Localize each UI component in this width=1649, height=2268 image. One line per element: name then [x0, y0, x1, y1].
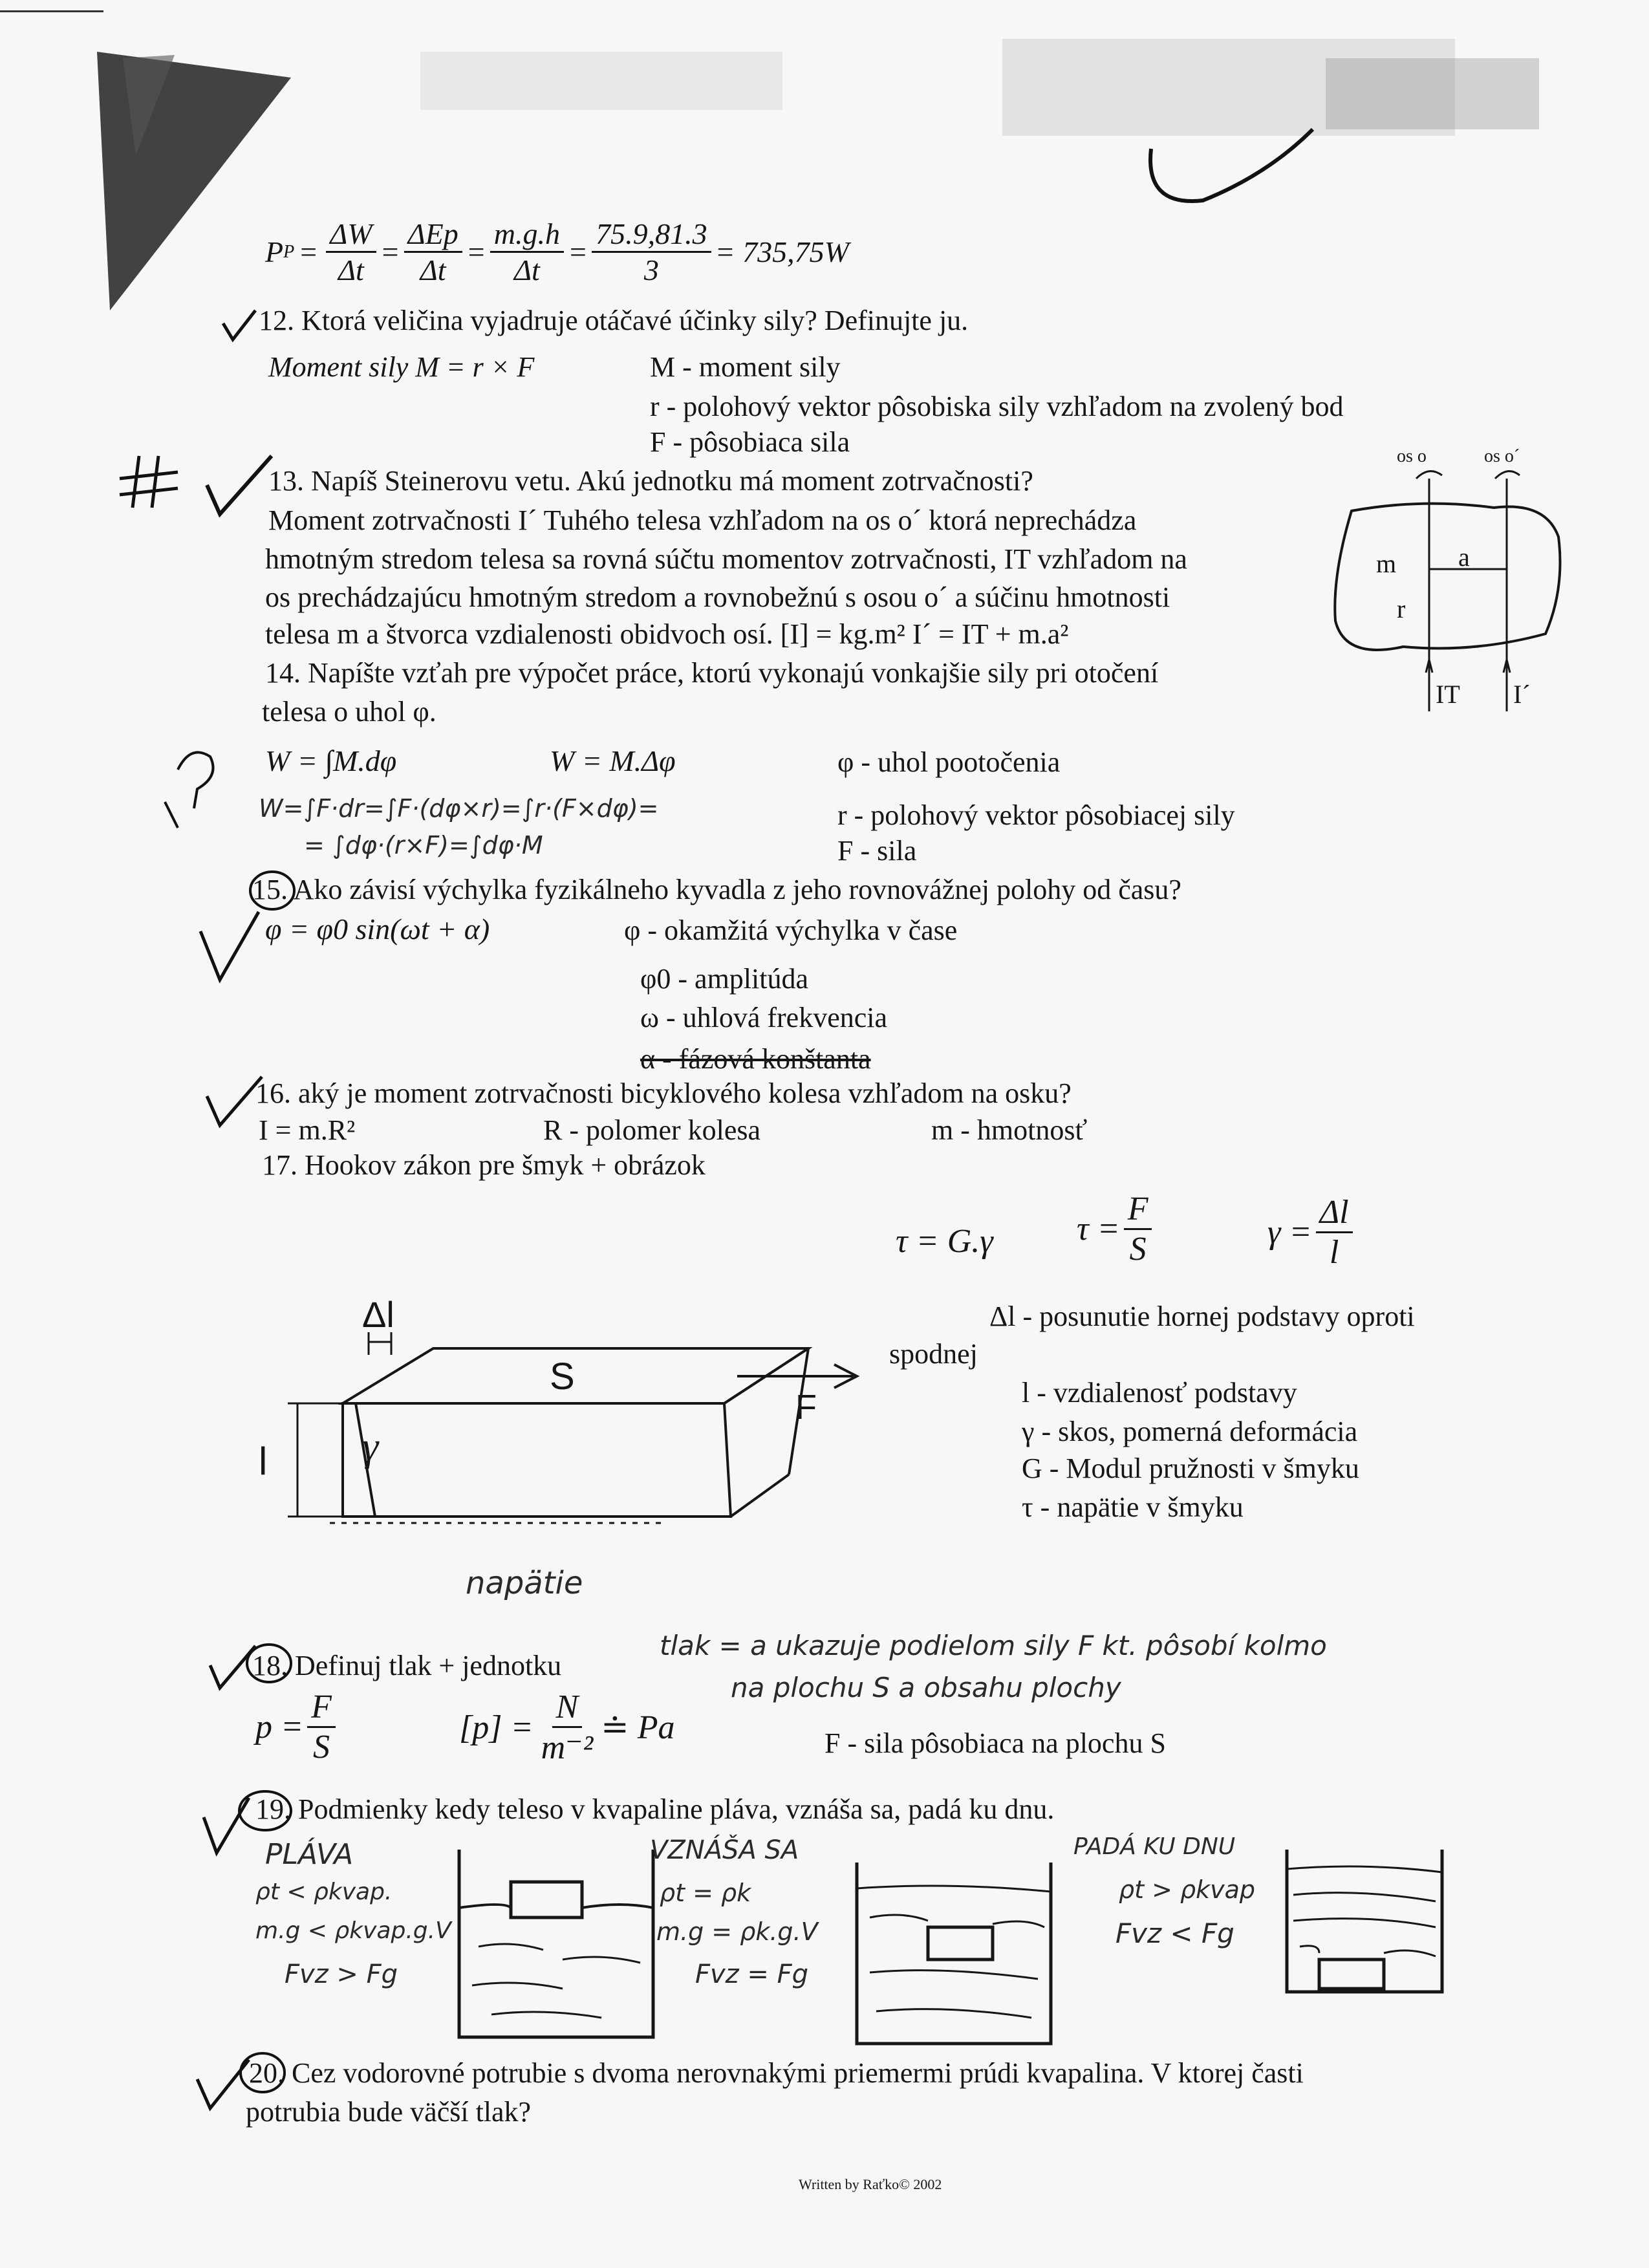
fig-os-o2: os o´: [1484, 446, 1520, 466]
q17-eq3-lhs: γ =: [1267, 1214, 1312, 1251]
q12-def-f: F - pôsobiaca sila: [650, 426, 850, 458]
fig-m: m: [1376, 549, 1397, 578]
q18-eq-unit-den: m⁻²: [541, 1729, 594, 1766]
q19-question: 19. Podmienky kedy teleso v kvapaline pláva, vznáša sa, padá ku dnu.: [255, 1793, 1055, 1825]
q19-plava-2: m.g < ρkvap.g.V: [255, 1917, 451, 1944]
power-f4-den: 3: [643, 254, 659, 286]
footer-text: Written by Raťko© 2002: [799, 2176, 942, 2192]
q18-hand: tlak = a ukazuje podielom sily F kt. pôsobí kolmo: [660, 1630, 1327, 1661]
q16-def-m: m - hmotnosť: [931, 1114, 1088, 1146]
q17-question: 17. Hookov zákon pre šmyk + obrázok: [262, 1149, 706, 1181]
power-f4-num: 75.9,81.3: [592, 217, 711, 253]
q12-answer: Moment sily M = r × F: [268, 351, 535, 383]
q17-def-1: l - vzdialenosť podstavy: [1022, 1377, 1297, 1409]
q17-eq1: τ = G.γ: [896, 1223, 993, 1260]
q14-def-r: r - polohový vektor pôsobiacej sily: [837, 799, 1235, 831]
q15-question: 15. Ako závisí výchylka fyzikálneho kyvadla z jeho rovnovážnej polohy od času?: [252, 874, 1181, 905]
check-mark-icon-q13: [204, 453, 275, 517]
q17-def-dl2: spodnej: [889, 1338, 978, 1370]
q19-plava-title: PLÁVA: [265, 1838, 354, 1871]
q18-eq-unit: [459, 1688, 675, 1767]
power-lhs: P: [265, 235, 284, 268]
q19-pada-2: Fvz < Fg: [1116, 1917, 1234, 1949]
q15-eq: φ = φ0 sin(ωt + α): [265, 913, 490, 945]
power-f2-den: Δt: [420, 254, 446, 286]
vessel-sinking: [1280, 1850, 1449, 1998]
q14-question: 14. Napíšte vzťah pre výpočet práce, ktorú vykonajú vonkajšie sily pri otočení: [265, 657, 1159, 689]
q16-answer: I = m.R²: [259, 1114, 356, 1146]
q14-def-phi: φ - uhol pootočenia: [837, 746, 1061, 778]
q17-eq2-num: F: [1124, 1190, 1152, 1230]
power-equation: P P = $\frac{\Delta W}{\Delta t}$ = $\frac{\text{ΔEp}}{\Delta t}$ = $\frac{m.g.h}{\Delta t}$ = $\frac{75.9,81.3}{3}$ = 735,75W: [265, 217, 849, 286]
q16-def-r: R - polomer kolesa: [543, 1114, 761, 1146]
q19-vznasa-3: Fvz = Fg: [695, 1960, 809, 1989]
q13-line-1: Moment zotrvačnosti I´ Tuhého telesa vzhľadom na os o´ ktorá neprechádza: [268, 504, 1137, 536]
vessel-floating: [453, 1850, 660, 2044]
power-f2-num: ΔEp: [404, 217, 462, 253]
shear-label-gamma: γ: [362, 1423, 379, 1469]
check-mark-icon-q20: [194, 2060, 252, 2111]
q13-line-4: telesa m a štvorca vzdialenosti obidvoch osí. [I] = kg.m² I´ = IT + m.a²: [265, 618, 1069, 650]
q14-eq1: W = ∫M.dφ: [265, 744, 397, 777]
q12-def-r: r - polohový vektor pôsobiska sily vzhľadom na zvolený bod: [650, 391, 1344, 422]
scan-corner-artifact: [97, 52, 291, 310]
q15-def-3: ω - uhlová frekvencia: [640, 1002, 888, 1033]
q19-vznasa-1: ρt = ρk: [660, 1879, 751, 1907]
q14-hand-1: W=∫F·dr=∫F·(dφ×r)=∫r·(F×dφ)=: [259, 794, 659, 823]
power-result: = 735,75W: [715, 235, 849, 268]
q15-def-4: α - fázová konštanta: [640, 1043, 871, 1075]
q17-eq2-lhs: τ =: [1077, 1211, 1120, 1247]
scan-noise-top: [420, 39, 1584, 142]
q18-eq-den: S: [312, 1729, 330, 1766]
q12-def-m: M - moment sily: [650, 351, 841, 383]
q18-question: 18. Definuj tlak + jednotku: [252, 1650, 562, 1681]
q14-def-f: F - sila: [837, 835, 917, 867]
q14-hand-2: = ∫dφ·(r×F)=∫dφ·M: [304, 831, 543, 859]
q17-eq2: [1077, 1190, 1156, 1268]
q12-question: 12. Ktorá veličina vyjadruje otáčavé účinky sily? Definujte ju.: [259, 305, 969, 336]
q18-def-f: F - sila pôsobiaca na plochu S: [824, 1727, 1166, 1759]
q18-eq-p: [255, 1688, 339, 1766]
q16-question: 16. aký je moment zotrvačnosti bicyklového kolesa vzhľadom na osku?: [255, 1077, 1072, 1109]
q13-line-3: os prechádzajúcu hmotným stredom a rovnobežnú s osou o´ a súčinu hmotnosti: [265, 581, 1170, 613]
q17-eq3-num: Δl: [1316, 1193, 1353, 1233]
q15-def-2: φ0 - amplitúda: [640, 963, 809, 995]
fig-r: r: [1397, 594, 1406, 623]
q20-question: 20. Cez vodorovné potrubie s dvoma nerovnakými priemermi prúdi kvapalina. V ktorej časti: [249, 2057, 1304, 2089]
check-mark-icon-q19: [200, 1798, 252, 1856]
q17-eq2-den: S: [1129, 1231, 1147, 1268]
q13-question: 13. Napíš Steinerovu vetu. Akú jednotku má moment zotrvačnosti?: [268, 465, 1033, 497]
fig-i2: I´: [1513, 680, 1531, 709]
fig-a: a: [1458, 543, 1470, 572]
q18-eq-num: F: [307, 1688, 336, 1728]
q18-note-above: napätie: [466, 1565, 583, 1601]
q17-eq3-den: l: [1329, 1234, 1339, 1271]
q20-question-2: potrubia bude väčší tlak?: [246, 2096, 532, 2128]
q14-eq2: W = M.Δφ: [550, 744, 676, 777]
q17-def-4: τ - napätie v šmyku: [1022, 1491, 1244, 1523]
q19-pada-title: PADÁ KU DNU: [1073, 1833, 1236, 1860]
power-f3-num: m.g.h: [490, 217, 564, 253]
check-mark-top: [1138, 123, 1319, 226]
q18-eq-p-lhs: p =: [255, 1709, 304, 1745]
q18-hand-2: na plochu S a obsahu plochy: [731, 1672, 1121, 1703]
q18-eq-unit-rhs: ≐ Pa: [601, 1709, 675, 1746]
q17-eq3: [1267, 1193, 1357, 1271]
fig-os-o: os o: [1397, 446, 1427, 466]
power-lhs-sub: P: [283, 241, 295, 262]
q17-def-3: G - Modul pružnosti v šmyku: [1022, 1453, 1359, 1484]
shear-label-l: l: [259, 1440, 268, 1483]
q17-def-dl: Δl - posunutie hornej podstavy oproti: [989, 1301, 1415, 1332]
q19-vznasa-2: m.g = ρk.g.V: [656, 1917, 818, 1946]
power-f1-den: Δt: [338, 254, 364, 286]
question-mark-icon: [158, 744, 236, 834]
q19-plava-3: Fvz > Fg: [285, 1960, 398, 1989]
vessel-suspended: [850, 1863, 1057, 2050]
q19-pada-1: ρt > ρkvap: [1119, 1875, 1256, 1904]
fig-it: IT: [1436, 680, 1460, 709]
hash-mark-icon: [113, 453, 184, 511]
circle-15: [249, 870, 297, 912]
scan-top-line: [0, 10, 103, 12]
q19-plava-1: ρt < ρkvap.: [255, 1879, 393, 1905]
power-f3-den: Δt: [514, 254, 540, 286]
power-f1-num: ΔW: [326, 217, 376, 253]
q19-vznasa-title: VZNÁŠA SA: [650, 1835, 799, 1865]
q18-eq-unit-num: N: [552, 1688, 583, 1728]
q18-eq-unit-lhs: [p] =: [459, 1709, 534, 1746]
q17-def-2: γ - skos, pomerná deformácia: [1022, 1416, 1358, 1447]
shear-label-dl: Δl: [362, 1294, 394, 1335]
q14-question-2: telesa o uhol φ.: [262, 696, 436, 728]
check-mark-icon: [220, 310, 259, 343]
check-mark-icon-q15: [197, 912, 262, 983]
shear-label-f: F: [795, 1388, 817, 1427]
shear-label-s: S: [550, 1355, 575, 1398]
q15-def-1: φ - okamžitá výchylka v čase: [624, 914, 958, 946]
q13-line-2: hmotným stredom telesa sa rovná súčtu momentov zotrvačnosti, IT vzhľadom na: [265, 543, 1187, 575]
